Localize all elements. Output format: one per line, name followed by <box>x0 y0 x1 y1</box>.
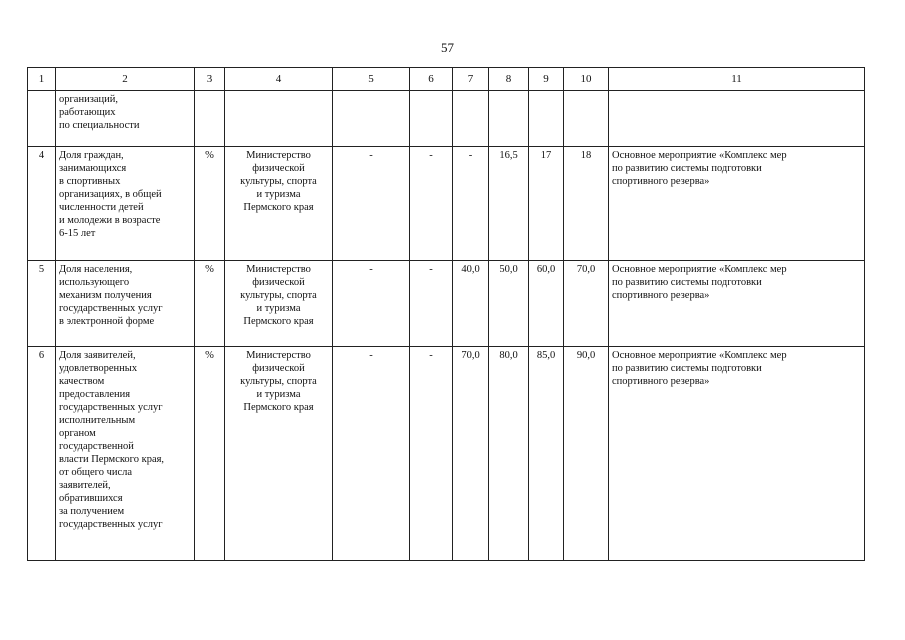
event-cell: Основное мероприятие «Комплекс мер по развитию системы подготовки спортивного резерва» <box>609 261 865 347</box>
value-cell <box>529 91 564 147</box>
row-number-cell: 6 <box>28 347 56 561</box>
table-row-continuation <box>28 91 865 147</box>
page-number: 57 <box>441 40 454 55</box>
unit-cell: % <box>195 261 225 347</box>
column-header: 7 <box>453 68 489 91</box>
column-header: 11 <box>609 68 865 91</box>
value-cell: 16,5 <box>489 147 529 261</box>
value-cell: - <box>410 147 453 261</box>
value-cell: 70,0 <box>453 347 489 561</box>
column-header: 5 <box>333 68 410 91</box>
indicators-table <box>27 67 865 561</box>
table-row <box>28 147 865 261</box>
column-header: 4 <box>225 68 333 91</box>
column-number-header-row <box>28 68 865 91</box>
indicator-name-cell: организаций, работающих по специальности <box>56 91 195 147</box>
value-cell: 90,0 <box>564 347 609 561</box>
value-cell: 70,0 <box>564 261 609 347</box>
column-header: 1 <box>28 68 56 91</box>
value-cell <box>410 91 453 147</box>
value-cell: - <box>333 347 410 561</box>
value-cell: 50,0 <box>489 261 529 347</box>
value-cell: - <box>333 147 410 261</box>
responsible-org-cell: Министерство физической культуры, спорта и туризма Пермского края <box>225 147 333 261</box>
table-row <box>28 347 865 561</box>
event-cell: Основное мероприятие «Комплекс мер по развитию системы подготовки спортивного резерва» <box>609 347 865 561</box>
responsible-org-cell: Министерство физической культуры, спорта и туризма Пермского края <box>225 347 333 561</box>
value-cell: - <box>410 347 453 561</box>
value-cell <box>564 91 609 147</box>
value-cell <box>489 91 529 147</box>
column-header: 3 <box>195 68 225 91</box>
value-cell: 18 <box>564 147 609 261</box>
responsible-org-cell: Министерство физической культуры, спорта и туризма Пермского края <box>225 261 333 347</box>
column-header: 8 <box>489 68 529 91</box>
value-cell: - <box>410 261 453 347</box>
unit-cell <box>195 91 225 147</box>
row-number-cell: 4 <box>28 147 56 261</box>
value-cell: 40,0 <box>453 261 489 347</box>
column-header: 2 <box>56 68 195 91</box>
responsible-org-cell <box>225 91 333 147</box>
value-cell: 60,0 <box>529 261 564 347</box>
value-cell: - <box>453 147 489 261</box>
event-cell: Основное мероприятие «Комплекс мер по развитию системы подготовки спортивного резерва» <box>609 147 865 261</box>
column-header: 6 <box>410 68 453 91</box>
unit-cell: % <box>195 147 225 261</box>
indicator-name-cell: Доля граждан, занимающихся в спортивных организациях, в общей численности детей и молодежи в возрасте 6-15 лет <box>56 147 195 261</box>
table-row <box>28 261 865 347</box>
value-cell: - <box>333 261 410 347</box>
column-header: 9 <box>529 68 564 91</box>
indicator-name-cell: Доля населения, использующего механизм получения государственных услуг в электронной форме <box>56 261 195 347</box>
column-header: 10 <box>564 68 609 91</box>
unit-cell: % <box>195 347 225 561</box>
value-cell <box>333 91 410 147</box>
row-number-cell <box>28 91 56 147</box>
value-cell: 80,0 <box>489 347 529 561</box>
value-cell: 17 <box>529 147 564 261</box>
row-number-cell: 5 <box>28 261 56 347</box>
value-cell <box>453 91 489 147</box>
indicator-name-cell: Доля заявителей, удовлетворенных качеством предоставления государственных услуг исполнительным органом государственной власти Пермского края, от общего числа заявителей, обратившихся за получением государственных услуг <box>56 347 195 561</box>
event-cell <box>609 91 865 147</box>
value-cell: 85,0 <box>529 347 564 561</box>
